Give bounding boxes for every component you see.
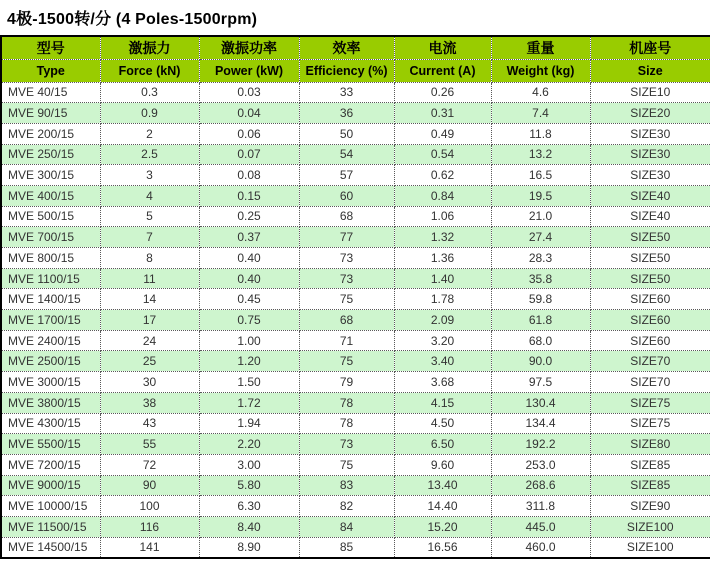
cell-efficiency: 73 [299, 268, 394, 289]
cell-type: MVE 9000/15 [1, 475, 100, 496]
header-cn-power: 激振功率 [199, 36, 299, 59]
table-body [1, 82, 710, 558]
cell-efficiency: 50 [299, 123, 394, 144]
cell-power: 1.72 [199, 392, 299, 413]
cell-power: 0.40 [199, 268, 299, 289]
table-row [1, 165, 710, 186]
cell-type: MVE 5500/15 [1, 434, 100, 455]
cell-force: 17 [100, 310, 199, 331]
cell-current: 13.40 [394, 475, 491, 496]
cell-size: SIZE30 [590, 144, 710, 165]
cell-weight: 4.6 [491, 82, 590, 103]
cell-force: 8 [100, 248, 199, 269]
cell-current: 14.40 [394, 496, 491, 517]
header-en-power: Power (kW) [199, 59, 299, 82]
cell-efficiency: 75 [299, 289, 394, 310]
cell-current: 0.26 [394, 82, 491, 103]
cell-type: MVE 7200/15 [1, 454, 100, 475]
cell-size: SIZE50 [590, 227, 710, 248]
cell-size: SIZE100 [590, 537, 710, 558]
cell-power: 0.03 [199, 82, 299, 103]
header-cn-type: 型号 [1, 36, 100, 59]
cell-force: 4 [100, 185, 199, 206]
cell-power: 0.37 [199, 227, 299, 248]
table-row [1, 310, 710, 331]
cell-type: MVE 1400/15 [1, 289, 100, 310]
cell-type: MVE 3000/15 [1, 372, 100, 393]
cell-power: 5.80 [199, 475, 299, 496]
table-row [1, 434, 710, 455]
cell-force: 14 [100, 289, 199, 310]
cell-weight: 28.3 [491, 248, 590, 269]
cell-force: 0.9 [100, 103, 199, 124]
cell-power: 1.94 [199, 413, 299, 434]
cell-type: MVE 1100/15 [1, 268, 100, 289]
cell-force: 24 [100, 330, 199, 351]
cell-size: SIZE70 [590, 372, 710, 393]
cell-weight: 192.2 [491, 434, 590, 455]
table-row [1, 351, 710, 372]
cell-type: MVE 200/15 [1, 123, 100, 144]
cell-efficiency: 75 [299, 454, 394, 475]
cell-current: 0.84 [394, 185, 491, 206]
cell-efficiency: 57 [299, 165, 394, 186]
cell-type: MVE 14500/15 [1, 537, 100, 558]
cell-current: 15.20 [394, 516, 491, 537]
table-row [1, 248, 710, 269]
cell-power: 6.30 [199, 496, 299, 517]
cell-efficiency: 68 [299, 310, 394, 331]
cell-current: 3.20 [394, 330, 491, 351]
cell-size: SIZE60 [590, 330, 710, 351]
cell-power: 0.06 [199, 123, 299, 144]
cell-type: MVE 500/15 [1, 206, 100, 227]
table-row [1, 268, 710, 289]
cell-efficiency: 71 [299, 330, 394, 351]
cell-size: SIZE80 [590, 434, 710, 455]
spec-table [0, 35, 710, 559]
cell-power: 8.90 [199, 537, 299, 558]
header-en-type: Type [1, 59, 100, 82]
cell-weight: 130.4 [491, 392, 590, 413]
cell-force: 2.5 [100, 144, 199, 165]
table-row [1, 185, 710, 206]
cell-power: 1.20 [199, 351, 299, 372]
cell-force: 55 [100, 434, 199, 455]
cell-force: 141 [100, 537, 199, 558]
cell-weight: 13.2 [491, 144, 590, 165]
cell-efficiency: 33 [299, 82, 394, 103]
cell-current: 0.54 [394, 144, 491, 165]
cell-efficiency: 36 [299, 103, 394, 124]
table-header [1, 36, 710, 82]
header-row-en [1, 59, 710, 82]
table-row [1, 454, 710, 475]
cell-weight: 11.8 [491, 123, 590, 144]
cell-size: SIZE90 [590, 496, 710, 517]
cell-current: 4.15 [394, 392, 491, 413]
cell-power: 0.45 [199, 289, 299, 310]
table-row [1, 475, 710, 496]
table-row [1, 206, 710, 227]
cell-force: 7 [100, 227, 199, 248]
cell-current: 9.60 [394, 454, 491, 475]
cell-efficiency: 75 [299, 351, 394, 372]
cell-weight: 16.5 [491, 165, 590, 186]
cell-power: 0.08 [199, 165, 299, 186]
header-cn-current: 电流 [394, 36, 491, 59]
cell-size: SIZE75 [590, 413, 710, 434]
cell-current: 3.68 [394, 372, 491, 393]
cell-power: 0.07 [199, 144, 299, 165]
cell-type: MVE 40/15 [1, 82, 100, 103]
cell-current: 1.40 [394, 268, 491, 289]
cell-efficiency: 84 [299, 516, 394, 537]
table-row [1, 516, 710, 537]
table-row [1, 413, 710, 434]
cell-weight: 19.5 [491, 185, 590, 206]
cell-weight: 59.8 [491, 289, 590, 310]
cell-type: MVE 400/15 [1, 185, 100, 206]
cell-efficiency: 73 [299, 248, 394, 269]
cell-efficiency: 68 [299, 206, 394, 227]
cell-force: 43 [100, 413, 199, 434]
cell-weight: 97.5 [491, 372, 590, 393]
table-row [1, 289, 710, 310]
cell-force: 25 [100, 351, 199, 372]
cell-efficiency: 82 [299, 496, 394, 517]
cell-weight: 61.8 [491, 310, 590, 331]
cell-weight: 90.0 [491, 351, 590, 372]
cell-weight: 445.0 [491, 516, 590, 537]
header-en-force: Force (kN) [100, 59, 199, 82]
cell-force: 5 [100, 206, 199, 227]
cell-size: SIZE40 [590, 185, 710, 206]
table-row [1, 330, 710, 351]
cell-size: SIZE30 [590, 165, 710, 186]
cell-force: 3 [100, 165, 199, 186]
cell-efficiency: 54 [299, 144, 394, 165]
cell-power: 1.50 [199, 372, 299, 393]
table-row [1, 103, 710, 124]
cell-type: MVE 10000/15 [1, 496, 100, 517]
cell-efficiency: 83 [299, 475, 394, 496]
cell-force: 11 [100, 268, 199, 289]
cell-current: 1.36 [394, 248, 491, 269]
cell-force: 2 [100, 123, 199, 144]
cell-size: SIZE75 [590, 392, 710, 413]
header-en-current: Current (A) [394, 59, 491, 82]
cell-current: 3.40 [394, 351, 491, 372]
cell-current: 1.32 [394, 227, 491, 248]
cell-type: MVE 2500/15 [1, 351, 100, 372]
cell-type: MVE 800/15 [1, 248, 100, 269]
cell-efficiency: 79 [299, 372, 394, 393]
cell-efficiency: 60 [299, 185, 394, 206]
cell-weight: 311.8 [491, 496, 590, 517]
cell-size: SIZE40 [590, 206, 710, 227]
cell-power: 0.25 [199, 206, 299, 227]
cell-current: 4.50 [394, 413, 491, 434]
table-row [1, 372, 710, 393]
cell-type: MVE 300/15 [1, 165, 100, 186]
table-row [1, 392, 710, 413]
cell-force: 100 [100, 496, 199, 517]
table-row [1, 227, 710, 248]
cell-power: 0.40 [199, 248, 299, 269]
cell-efficiency: 77 [299, 227, 394, 248]
cell-efficiency: 85 [299, 537, 394, 558]
cell-type: MVE 1700/15 [1, 310, 100, 331]
cell-weight: 21.0 [491, 206, 590, 227]
cell-type: MVE 700/15 [1, 227, 100, 248]
cell-current: 6.50 [394, 434, 491, 455]
header-row-cn [1, 36, 710, 59]
header-cn-efficiency: 效率 [299, 36, 394, 59]
cell-current: 1.78 [394, 289, 491, 310]
cell-force: 0.3 [100, 82, 199, 103]
header-cn-size: 机座号 [590, 36, 710, 59]
cell-size: SIZE10 [590, 82, 710, 103]
table-row [1, 496, 710, 517]
cell-type: MVE 90/15 [1, 103, 100, 124]
cell-size: SIZE85 [590, 475, 710, 496]
cell-power: 2.20 [199, 434, 299, 455]
table-row [1, 82, 710, 103]
page-title: 4极-1500转/分 (4 Poles-1500rpm) [7, 11, 258, 28]
cell-size: SIZE30 [590, 123, 710, 144]
cell-current: 16.56 [394, 537, 491, 558]
cell-force: 116 [100, 516, 199, 537]
cell-size: SIZE50 [590, 268, 710, 289]
cell-size: SIZE50 [590, 248, 710, 269]
cell-power: 0.04 [199, 103, 299, 124]
cell-weight: 35.8 [491, 268, 590, 289]
cell-current: 2.09 [394, 310, 491, 331]
cell-power: 3.00 [199, 454, 299, 475]
cell-size: SIZE60 [590, 310, 710, 331]
header-en-weight: Weight (kg) [491, 59, 590, 82]
cell-power: 1.00 [199, 330, 299, 351]
table-row [1, 144, 710, 165]
cell-type: MVE 2400/15 [1, 330, 100, 351]
cell-type: MVE 4300/15 [1, 413, 100, 434]
header-cn-weight: 重量 [491, 36, 590, 59]
cell-force: 30 [100, 372, 199, 393]
cell-power: 8.40 [199, 516, 299, 537]
header-en-size: Size [590, 59, 710, 82]
cell-size: SIZE20 [590, 103, 710, 124]
cell-force: 72 [100, 454, 199, 475]
cell-force: 90 [100, 475, 199, 496]
cell-weight: 134.4 [491, 413, 590, 434]
cell-current: 0.49 [394, 123, 491, 144]
cell-type: MVE 250/15 [1, 144, 100, 165]
cell-efficiency: 78 [299, 392, 394, 413]
cell-type: MVE 3800/15 [1, 392, 100, 413]
cell-power: 0.75 [199, 310, 299, 331]
cell-current: 0.62 [394, 165, 491, 186]
cell-weight: 27.4 [491, 227, 590, 248]
table-row [1, 123, 710, 144]
cell-efficiency: 78 [299, 413, 394, 434]
header-en-efficiency: Efficiency (%) [299, 59, 394, 82]
cell-current: 0.31 [394, 103, 491, 124]
header-cn-force: 激振力 [100, 36, 199, 59]
cell-size: SIZE85 [590, 454, 710, 475]
table-row [1, 537, 710, 558]
cell-weight: 268.6 [491, 475, 590, 496]
cell-power: 0.15 [199, 185, 299, 206]
cell-weight: 7.4 [491, 103, 590, 124]
cell-weight: 253.0 [491, 454, 590, 475]
cell-weight: 460.0 [491, 537, 590, 558]
cell-size: SIZE70 [590, 351, 710, 372]
cell-current: 1.06 [394, 206, 491, 227]
cell-type: MVE 11500/15 [1, 516, 100, 537]
cell-force: 38 [100, 392, 199, 413]
cell-weight: 68.0 [491, 330, 590, 351]
cell-size: SIZE100 [590, 516, 710, 537]
cell-efficiency: 73 [299, 434, 394, 455]
cell-size: SIZE60 [590, 289, 710, 310]
